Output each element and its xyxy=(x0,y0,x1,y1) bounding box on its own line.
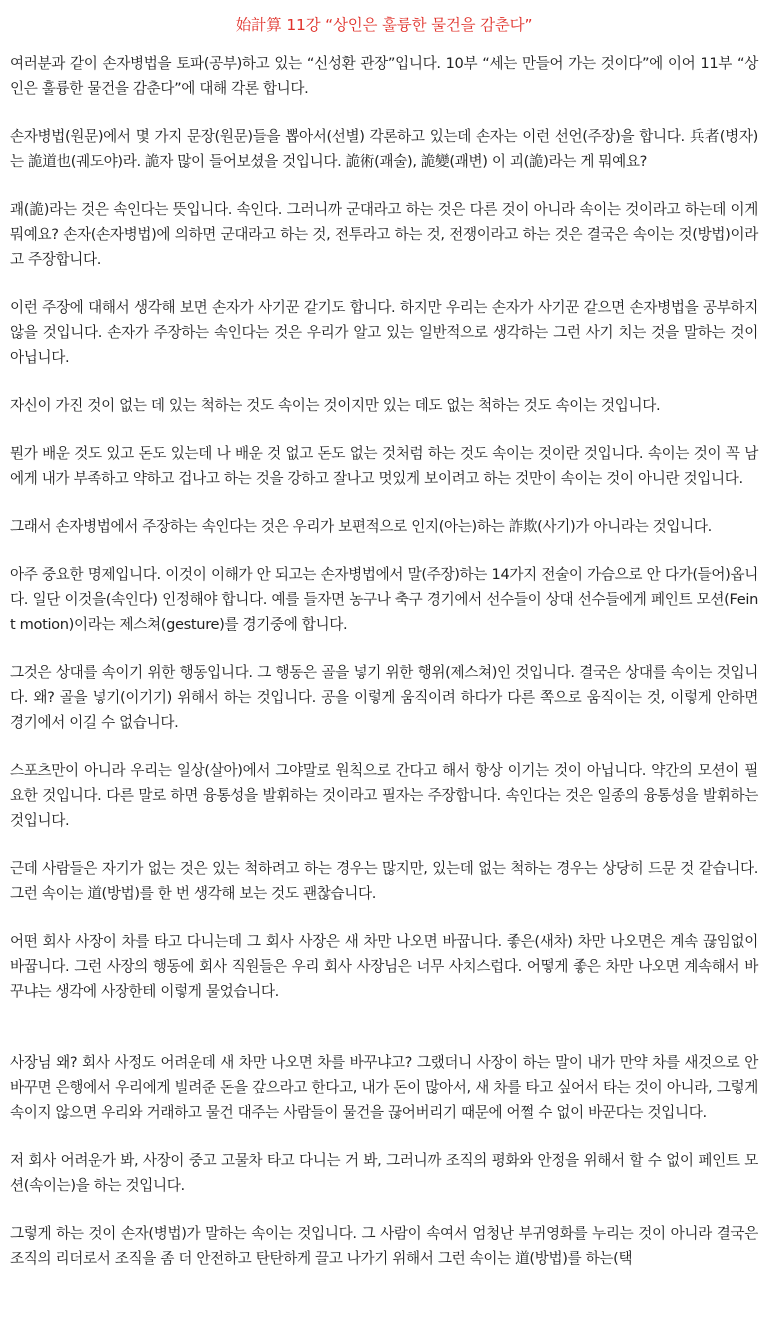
paragraph-14: 저 회사 어려운가 봐, 사장이 중고 고물차 타고 다니는 거 봐, 그러니까 조직의 평화와 안정을 위해서 할 수 없이 페인트 모션(속이는)을 하는 것입니다. xyxy=(10,1152,758,1194)
paragraph-7: 그래서 손자병법에서 주장하는 속인다는 것은 우리가 보편적으로 인지(아는)하는 詐欺(사기)가 아니라는 것입니다. xyxy=(10,518,712,535)
paragraph-8: 아주 중요한 명제입니다. 이것이 이해가 안 되고는 손자병법에서 말(주장)하는 14가지 전술이 가슴으로 안 다가(들어)옵니다. 일단 이것을(속인다) 인정해야 합니다. 예를 들자면 농구나 축구 경기에서 선수들이 상대 선수들에게 페인트 모션(Feint motion)이라는 제스쳐(gesture)를 경기중에 합니다. xyxy=(10,566,758,633)
paragraph-1: 여러분과 같이 손자병법을 토파(공부)하고 있는 “신성환 관장”입니다. 10부 “세는 만들어 가는 것이다”에 이어 11부 “상인은 훌륭한 물건을 감춘다”에 대해 각론 합니다. xyxy=(10,55,758,97)
paragraph-4: 이런 주장에 대해서 생각해 보면 손자가 사기꾼 같기도 합니다. 하지만 우리는 손자가 사기꾼 같으면 손자병법을 공부하지 않을 것입니다. 손자가 주장하는 속인다는 것은 우리가 알고 있는 일반적으로 생각하는 그런 사기 치는 것을 말하는 것이 아닙니다. xyxy=(10,299,758,366)
paragraph-11: 근데 사람들은 자기가 없는 것은 있는 척하려고 하는 경우는 많지만, 있는데 없는 척하는 경우는 상당히 드문 것 같습니다. 그런 속이는 道(방법)를 한 번 생각해 보는 것도 괜찮습니다. xyxy=(10,860,758,902)
document-title: 始計算 11강 “상인은 훌륭한 물건을 감춘다” xyxy=(235,16,533,34)
paragraph-15: 그렇게 하는 것이 손자(병법)가 말하는 속이는 것입니다. 그 사람이 속여서 엄청난 부귀영화를 누리는 것이 아니라 결국은 조직의 리더로서 조직을 좀 더 안전하고 탄탄하게 끌고 나가기 위해서 그런 속이는 道(방법)를 하는(택 xyxy=(10,1225,758,1267)
paragraph-6: 뭔가 배운 것도 있고 돈도 있는데 나 배운 것 없고 돈도 없는 것처럼 하는 것도 속이는 것이란 것입니다. 속이는 것이 꼭 남에게 내가 부족하고 약하고 겁나고 하는 것을 강하고 잘나고 멋있게 보이려고 하는 것만이 속이는 것이 아니란 것입니다. xyxy=(10,445,758,487)
paragraph-10: 스포츠만이 아니라 우리는 일상(살아)에서 그야말로 원칙으로 간다고 해서 항상 이기는 것이 아닙니다. 약간의 모션이 필요한 것입니다. 다른 말로 하면 융통성을 발휘하는 것이라고 필자는 주장합니다. 속인다는 것은 일종의 융통성을 발휘하는 것입니다. xyxy=(10,762,758,829)
paragraph-3: 괘(詭)라는 것은 속인다는 뜻입니다. 속인다. 그러니까 군대라고 하는 것은 다른 것이 아니라 속이는 것이라고 하는데 이게 뭐예요? 손자(손자병법)에 의하면 군대라고 하는 것, 전투라고 하는 것, 전쟁이라고 하는 것은 결국은 속이는 것(방법)이라고 주장합니다. xyxy=(10,201,758,268)
blank-line xyxy=(10,1027,758,1050)
paragraph-5: 자신이 가진 것이 없는 데 있는 척하는 것도 속이는 것이지만 있는 데도 없는 척하는 것도 속이는 것입니다. xyxy=(10,397,661,414)
paragraph-12: 어떤 회사 사장이 차를 타고 다니는데 그 회사 사장은 새 차만 나오면 바꿉니다. 좋은(새차) 차만 나오면은 계속 끊임없이 바꿉니다. 그런 사장의 행동에 회사 직원들은 우리 회사 사장님은 너무 사치스럽다. 어떻게 좋은 차만 나오면 계속해서 바꾸냐는 생각에 사장한테 이렇게 물었습니다. xyxy=(10,933,758,1000)
paragraph-13: 사장님 왜? 회사 사정도 어려운데 새 차만 나오면 차를 바꾸냐고? 그랬더니 사장이 하는 말이 내가 만약 차를 새것으로 안 바꾸면 은행에서 우리에게 빌려준 돈을 갚으라고 한다고, 내가 돈이 많아서, 새 차를 타고 싶어서 타는 것이 아니라, 그렇게 속이지 않으면 우리와 거래하고 물건 대주는 사람들이 물건을 끊어버리기 때문에 어쩔 수 없이 바꾼다는 것입니다. xyxy=(10,1054,758,1121)
paragraph-2: 손자병법(원문)에서 몇 가지 문장(원문)들을 뽑아서(선별) 각론하고 있는데 손자는 이런 선언(주장)을 합니다. 兵者(병자)는 詭道也(궤도야)라. 詭자 많이 들어보셨을 것입니다. 詭術(괘술), 詭變(괘변) 이 괴(詭)라는 게 뭐예요? xyxy=(10,128,758,170)
paragraph-9: 그것은 상대를 속이기 위한 행동입니다. 그 행동은 골을 넣기 위한 행위(제스쳐)인 것입니다. 결국은 상대를 속이는 것입니다. 왜? 골을 넣기(이기기) 위해서 하는 것입니다. 공을 이렇게 움직이려 하다가 다른 쪽으로 움직이는 것, 이렇게 안하면 경기에서 이길 수 없습니다. xyxy=(10,664,758,731)
